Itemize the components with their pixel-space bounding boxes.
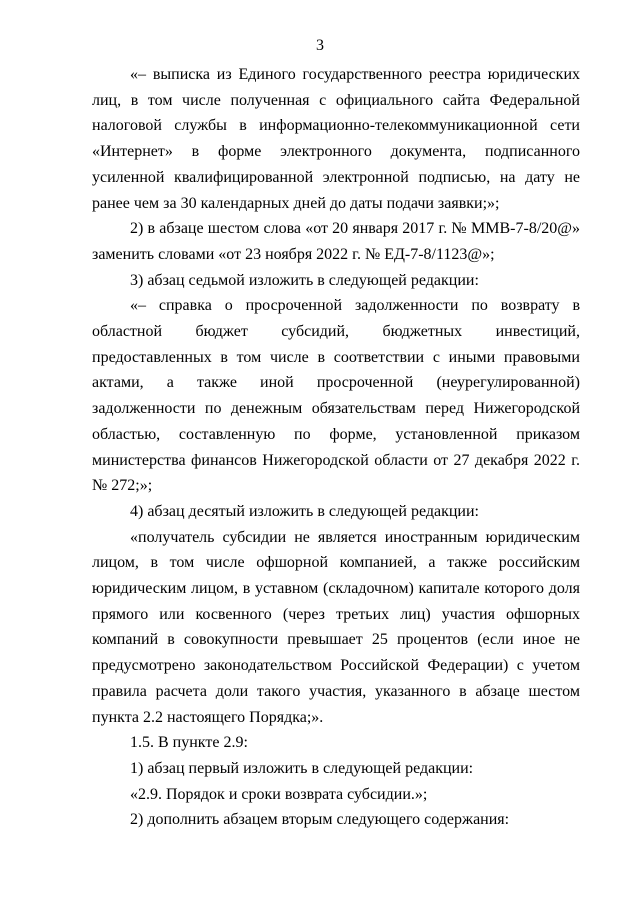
paragraph-refund-procedure: «2.9. Порядок и сроки возврата субсидии.»; <box>130 785 428 803</box>
paragraph-first-heading: 1) абзац первый изложить в следующей редакции: <box>130 759 474 777</box>
document-body <box>92 62 580 833</box>
paragraph-extract-egrul: «– выписка из Единого государственного реестра юридических лиц, в том числе полученная с официального сайта Федеральной налоговой службы в информационно-телекоммуникационной сети «Интернет» в форме электронного документа, подписанного усиленной квалифицированной электронной подписью, на дату не ранее чем за 30 календарных дней до даты подачи заявки;»; <box>92 66 580 212</box>
paragraph-tenth-heading: 4) абзац десятый изложить в следующей редакции: <box>130 502 479 520</box>
paragraph-offshore-condition: «получатель субсидии не является иностранным юридическим лицом, в том числе офшорной компанией, а также российским юридическим лицом, в уставном (складочном) капитале которого доля прямого или косвенного (через третьих лиц) участия офшорных компаний в совокупности превышает 25 процентов (если иное не предусмотрено законодательством Российской Федерации) с учетом правила расчета доли такого участия, указанного в абзаце шестом пункта 2.2 настоящего Порядка;». <box>92 528 580 726</box>
paragraph-seventh-heading: 3) абзац седьмой изложить в следующей редакции: <box>130 271 479 289</box>
page-number: 3 <box>316 37 324 54</box>
paragraph-debt-certificate: «– справка о просроченной задолженности по возврату в областной бюджет субсидий, бюджетных инвестиций, предоставленных в том числе в соответствии с иными правовыми актами, а также иной просроченной (неурегулированной) задолженности по денежным обязательствам перед Нижегородской областью, составленную по форме, установленной приказом министерства финансов Нижегородской области от 27 декабря 2022 г. № 272;»; <box>92 297 580 495</box>
paragraph-second-addition: 2) дополнить абзацем вторым следующего содержания: <box>130 811 510 829</box>
paragraph-clause-heading: 1.5. В пункте 2.9: <box>130 734 248 752</box>
paragraph-amend-sixth: 2) в абзаце шестом слова «от 20 января 2017 г. № ММВ-7-8/20@» заменить словами «от 23 ноября 2022 г. № ЕД-7-8/1123@»; <box>92 220 580 263</box>
